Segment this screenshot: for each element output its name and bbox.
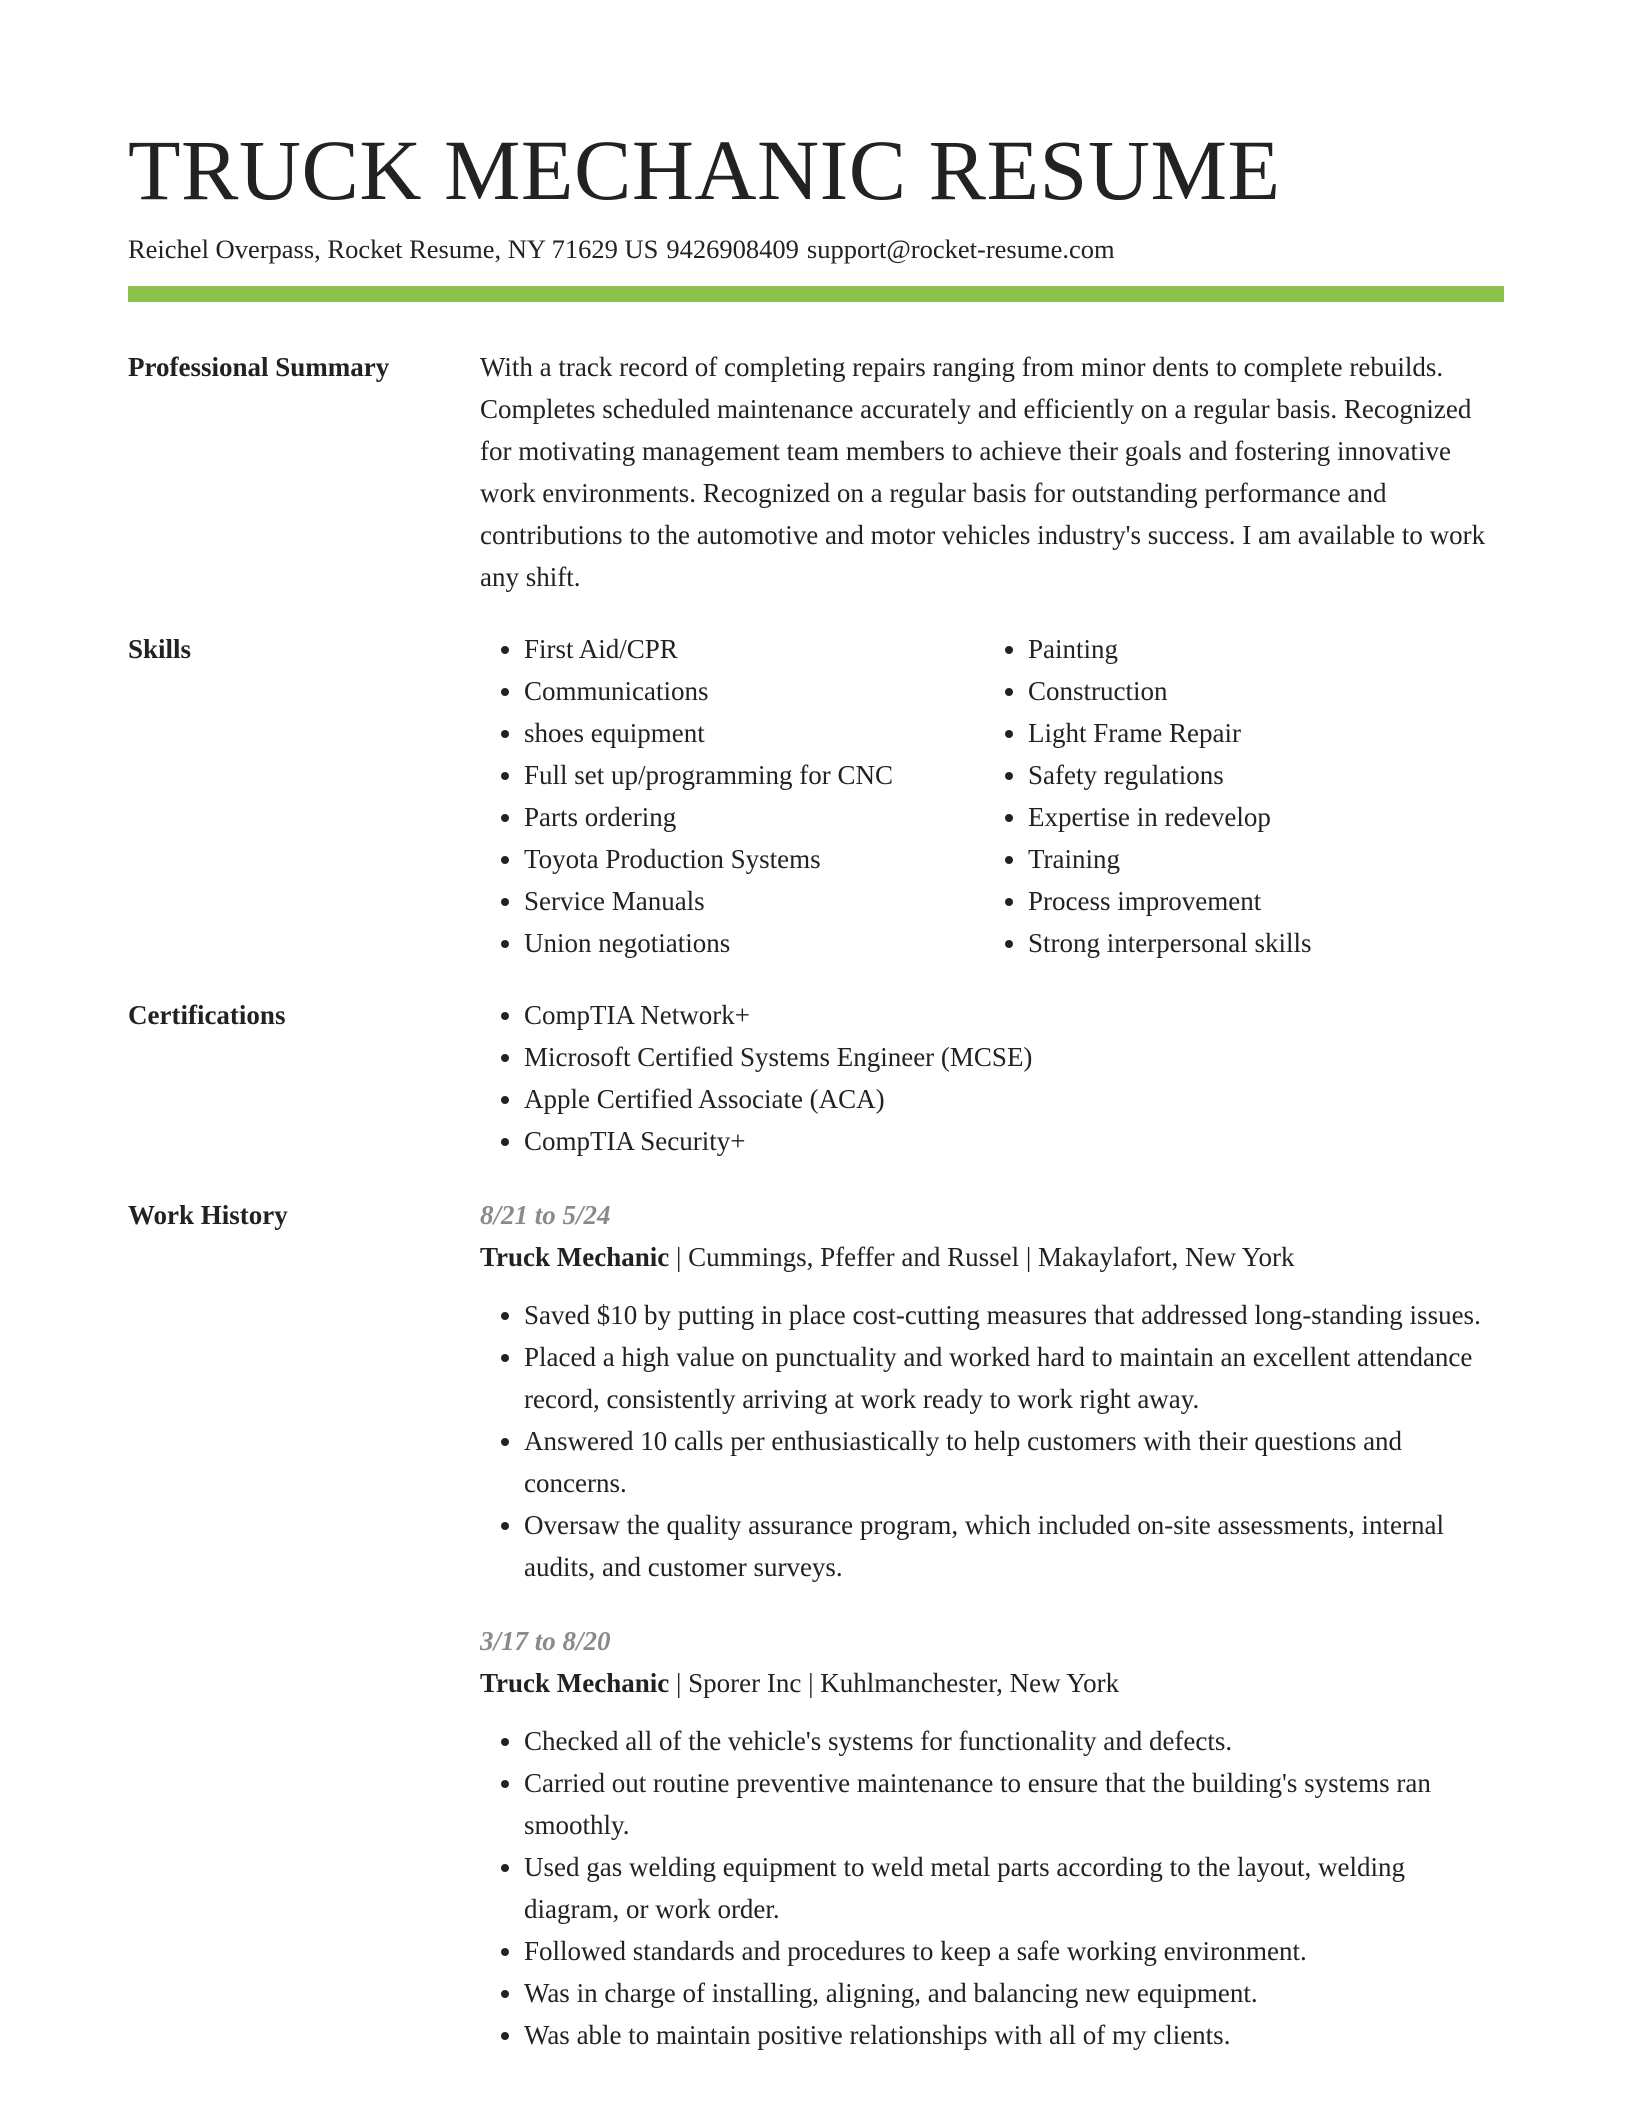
skills-heading: Skills (128, 634, 192, 664)
certification-item: • CompTIA Network+ (524, 994, 1504, 1036)
skill-item: • Construction (1028, 670, 1488, 712)
contact-phone: 9426908409 (666, 234, 799, 264)
job-separator: | (1025, 1242, 1032, 1272)
summary-text: With a track record of completing repairs ranging from minor dents to complete rebuilds. Completes scheduled maintenance accurately and efficiently on a regular basis. Recognized for motivating management team members to achieve their goals and fostering innovative work environments. Recognized on a regular basis for outstanding performance and contributions to the automotive and motor vehicles industry's success. I am available to work any shift. (480, 352, 1486, 592)
job-entry (480, 1194, 1504, 1588)
skill-item: • Painting (1028, 628, 1488, 670)
job-location: Kuhlmanchester, New York (820, 1668, 1120, 1698)
skill-item: • Union negotiations (524, 922, 984, 964)
certification-item: • CompTIA Security+ (524, 1120, 1504, 1162)
job-title: Truck Mechanic (480, 1668, 670, 1698)
job-bullet: • Saved $10 by putting in place cost-cutting measures that addressed long-standing issues. (524, 1294, 1504, 1336)
skill-item: • Toyota Production Systems (524, 838, 984, 880)
skill-item: • Expertise in redevelop (1028, 796, 1488, 838)
skill-item: • Process improvement (1028, 880, 1488, 922)
certifications-body (480, 994, 1504, 1162)
skills-column-right (984, 628, 1488, 964)
certifications-heading: Certifications (128, 1000, 286, 1030)
job-company: Sporer Inc (688, 1668, 802, 1698)
summary-body (480, 346, 1504, 598)
certification-item: • Microsoft Certified Systems Engineer (MCSE) (524, 1036, 1504, 1078)
skill-item: • Safety regulations (1028, 754, 1488, 796)
job-bullets (480, 1294, 1504, 1588)
job-bullet: • Used gas welding equipment to weld metal parts according to the layout, welding diagram, or work order. (524, 1846, 1504, 1930)
job-bullet: • Answered 10 calls per enthusiastically to help customers with their questions and concerns. (524, 1420, 1504, 1504)
job-bullet: • Followed standards and procedures to keep a safe working environment. (524, 1930, 1504, 1972)
job-separator: | (675, 1242, 682, 1272)
contact-line (128, 232, 1115, 266)
skill-item: • Full set up/programming for CNC (524, 754, 984, 796)
job-bullet: • Carried out routine preventive maintenance to ensure that the building's systems ran smoothly. (524, 1762, 1504, 1846)
skills-list-right (984, 628, 1488, 964)
job-bullet: • Was able to maintain positive relationships with all of my clients. (524, 2014, 1504, 2056)
job-separator: | (808, 1668, 814, 1698)
skill-item: • Service Manuals (524, 880, 984, 922)
job-separator: | (675, 1668, 682, 1698)
skill-item: • Light Frame Repair (1028, 712, 1488, 754)
skill-item: • First Aid/CPR (524, 628, 984, 670)
work-history-body (480, 1194, 1504, 2088)
contact-address: Reichel Overpass, Rocket Resume, NY 71629 US (128, 234, 659, 264)
job-title: Truck Mechanic (480, 1242, 670, 1272)
job-bullet: • Was in charge of installing, aligning, and balancing new equipment. (524, 1972, 1504, 2014)
work-history-heading: Work History (128, 1200, 288, 1230)
job-title-line (480, 1236, 1504, 1278)
skill-item: • Training (1028, 838, 1488, 880)
skills-body (480, 628, 1504, 964)
certifications-list (480, 994, 1504, 1162)
resume-title: TRUCK MECHANIC RESUME (128, 122, 1281, 218)
job-title-line (480, 1662, 1504, 1704)
job-dates: 3/17 to 8/20 (480, 1626, 611, 1656)
contact-email: support@rocket-resume.com (806, 234, 1115, 264)
skills-list-left (480, 628, 984, 964)
job-company: Cummings, Pfeffer and Russel (688, 1242, 1020, 1272)
job-entry (480, 1620, 1504, 2056)
job-bullet: • Checked all of the vehicle's systems for functionality and defects. (524, 1720, 1504, 1762)
accent-divider (128, 286, 1504, 302)
skill-item: • shoes equipment (524, 712, 984, 754)
job-bullet: • Placed a high value on punctuality and worked hard to maintain an excellent attendance record, consistently arriving at work ready to work right away. (524, 1336, 1504, 1420)
job-location: Makaylafort, New York (1038, 1242, 1295, 1272)
job-dates: 8/21 to 5/24 (480, 1200, 611, 1230)
job-bullet: • Oversaw the quality assurance program, which included on-site assessments, internal audits, and customer surveys. (524, 1504, 1504, 1588)
skill-item: • Strong interpersonal skills (1028, 922, 1488, 964)
skills-columns (480, 628, 1504, 964)
certification-item: • Apple Certified Associate (ACA) (524, 1078, 1504, 1120)
job-bullets (480, 1720, 1504, 2056)
skill-item: • Communications (524, 670, 984, 712)
summary-heading: Professional Summary (128, 352, 390, 382)
skills-column-left (480, 628, 984, 964)
skill-item: • Parts ordering (524, 796, 984, 838)
